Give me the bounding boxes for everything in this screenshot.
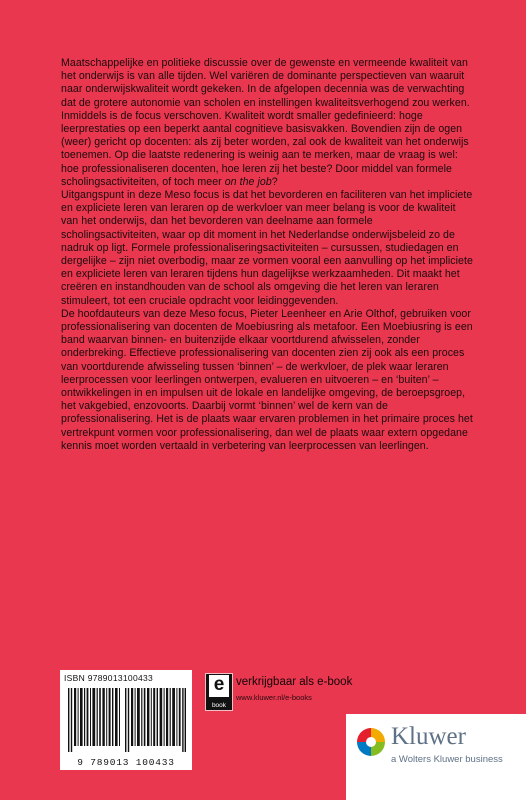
ebook-icon-letter: e <box>209 675 229 697</box>
isbn-digits: 9 789013 100433 <box>77 757 175 768</box>
paragraph-3: De hoofdauteurs van deze Meso focus, Pieter Leenheer en Arie Olthof, gebruiken voor professionalisering van docenten de Moebiusring als metafoor. Een Moebiusring is een band waarvan binnen- en buitenzijde elkaar voortdurend afwisselen, zonder onderbreking. Effectieve professionalisering van docenten zien zij ook als een proces van voortdurende afwisseling tussen ‘binnen’ – de werkvloer, de plek waar leraren leerprocessen voor leerlingen ontwerpen, evalueren en uitvoeren – en ‘buiten’ – ontwikkelingen in en impulsen uit de lokale en landelijke omgeving, de beroepsgroep, het vakgebied, enzovoorts. Daarbij vormt ‘binnen’ wel de kern van de professionalisering. Het is de plaats waar ervaren problemen in het primaire proces het vertrekpunt vormen voor professionalisering, dan wel de plaats waar extern opgedane kennis moet worden vertaald in verbetering van leerprocessen van leerlingen. <box>61 307 473 452</box>
ebook-icon-word: book <box>211 702 227 709</box>
publisher-name: Kluwer <box>391 723 466 750</box>
blurb-text <box>61 57 473 453</box>
kluwer-logo-icon <box>356 727 386 757</box>
publisher-tagline: a Wolters Kluwer business <box>391 754 503 765</box>
isbn-barcode-box <box>60 670 192 770</box>
barcode-icon <box>68 688 186 752</box>
italic-phrase: on the job <box>224 175 272 188</box>
publisher-logo-box <box>346 714 526 800</box>
paragraph-2: Uitgangspunt in deze Meso focus is dat het bevorderen en faciliteren van het impliciete en expliciete leren van leraren op de werkvloer van meer belang is voor de kwaliteit van het onderwijs, dan het bevorderen van deelname aan formele scholingsactiviteiten, waar op dit moment in het Nederlandse onderwijsbeleid zo de nadruk op ligt. Formele professionaliseringsactiviteiten – cursussen, studiedagen en dergelijke – zijn niet overbodig, maar ze vormen vooral een aanvulling op het impliciete en expliciete leren van leraren tijdens hun dagelijkse werkzaamheden. Dit maakt het creëren en instandhouden van de school als omgeving die het leren van leraren stimuleert, tot een cruciale opdracht voor leidinggevenden. <box>61 189 473 307</box>
ebook-availability-text: verkrijgbaar als e-book <box>236 676 353 688</box>
ebook-icon <box>205 673 233 711</box>
ebook-url: www.kluwer.nl/e-books <box>236 693 312 702</box>
isbn-label: ISBN 9789013100433 <box>64 673 154 683</box>
paragraph-1: Maatschappelijke en politieke discussie over de gewenste en vermeende kwaliteit van het onderwijs is van alle tijden. Wel variëren de dominante perspectieven van waaruit naar onderwijskwaliteit wordt gekeken. In de afgelopen decennia was de verwachting dat de grotere autonomie van scholen en instellingen kwaliteitsverhogend zou werken. Inmiddels is de focus verschoven. Kwaliteit wordt smaller gedefinieerd: hoge leerprestaties op een beperkt aantal cognitieve basisvakken. Bovendien zijn de ogen (weer) gericht op docenten: als zij beter worden, zal ook de kwaliteit van het onderwijs toenemen. Op die laatste redenering is weinig aan te merken, maar de vraag is wel: hoe professionaliseren docenten, hoe leren zij het beste? Door middel van formele scholingsactiviteiten, of toch meer on the job? <box>61 57 470 188</box>
